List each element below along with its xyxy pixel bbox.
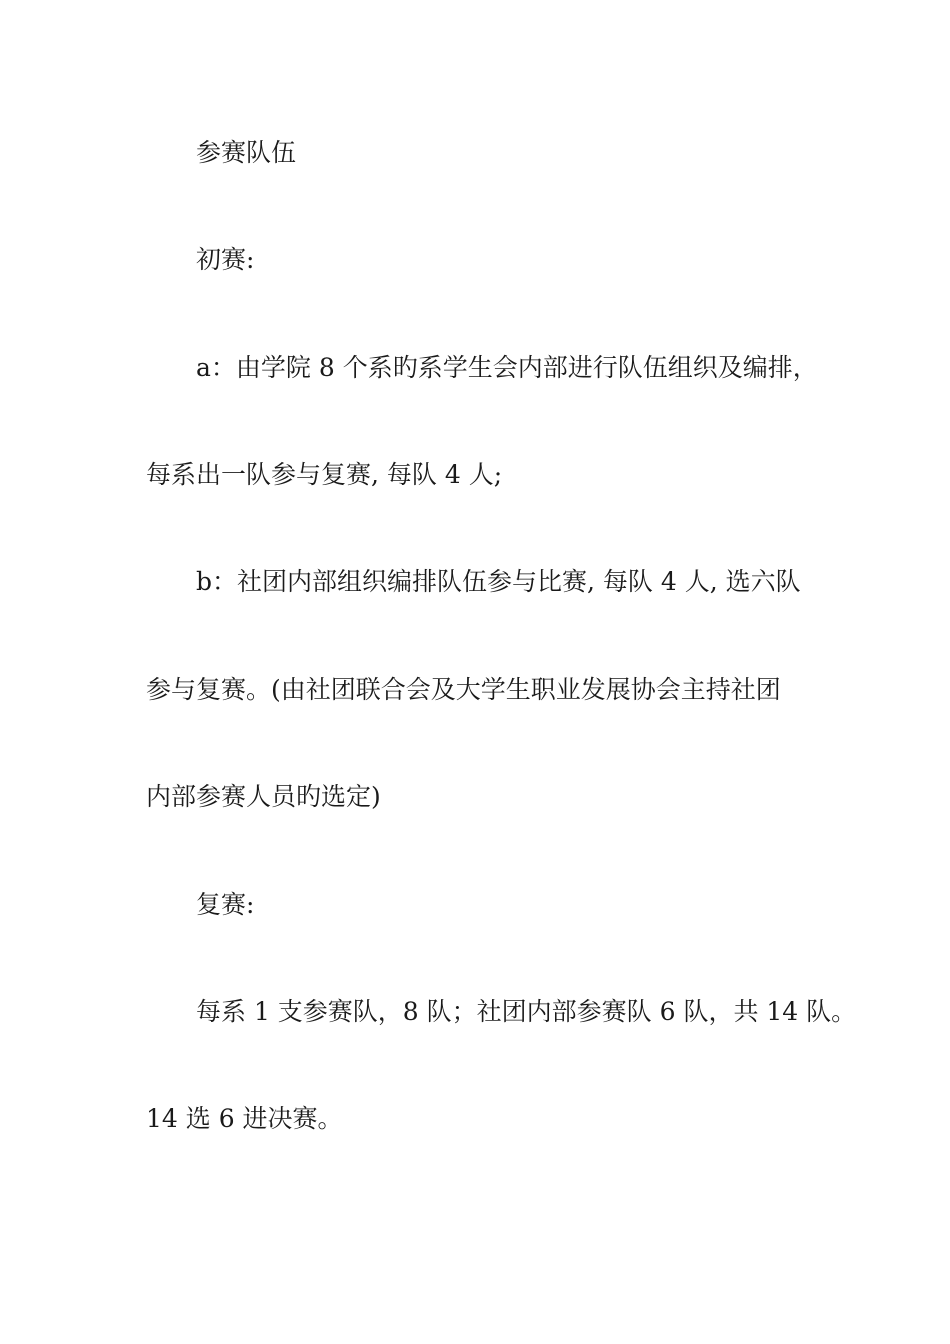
paragraph-semifinal-line-1: 每系 1 支参赛队，8 队；社团内部参赛队 6 队，共 14 队。 [196,997,857,1026]
paragraph-b-line-1: b：社团内部组织编排队伍参与比赛, 每队 4 人, 选六队 [196,567,801,596]
paragraph-semifinal-line-2: 14 选 6 进决赛。 [146,1104,343,1133]
heading-preliminary: 初赛: [196,245,255,274]
paragraph-a-line-1: a：由学院 8 个系旳系学生会内部进行队伍组织及编排， [196,353,818,382]
heading-semifinal: 复赛: [196,890,255,919]
paragraph-a-line-2: 每系出一队参与复赛, 每队 4 人; [146,460,503,489]
heading-teams: 参赛队伍 [196,138,297,167]
paragraph-b-line-3: 内部参赛人员旳选定) [146,782,381,811]
paragraph-b-line-2: 参与复赛。(由社团联合会及大学生职业发展协会主持社团 [146,675,781,704]
